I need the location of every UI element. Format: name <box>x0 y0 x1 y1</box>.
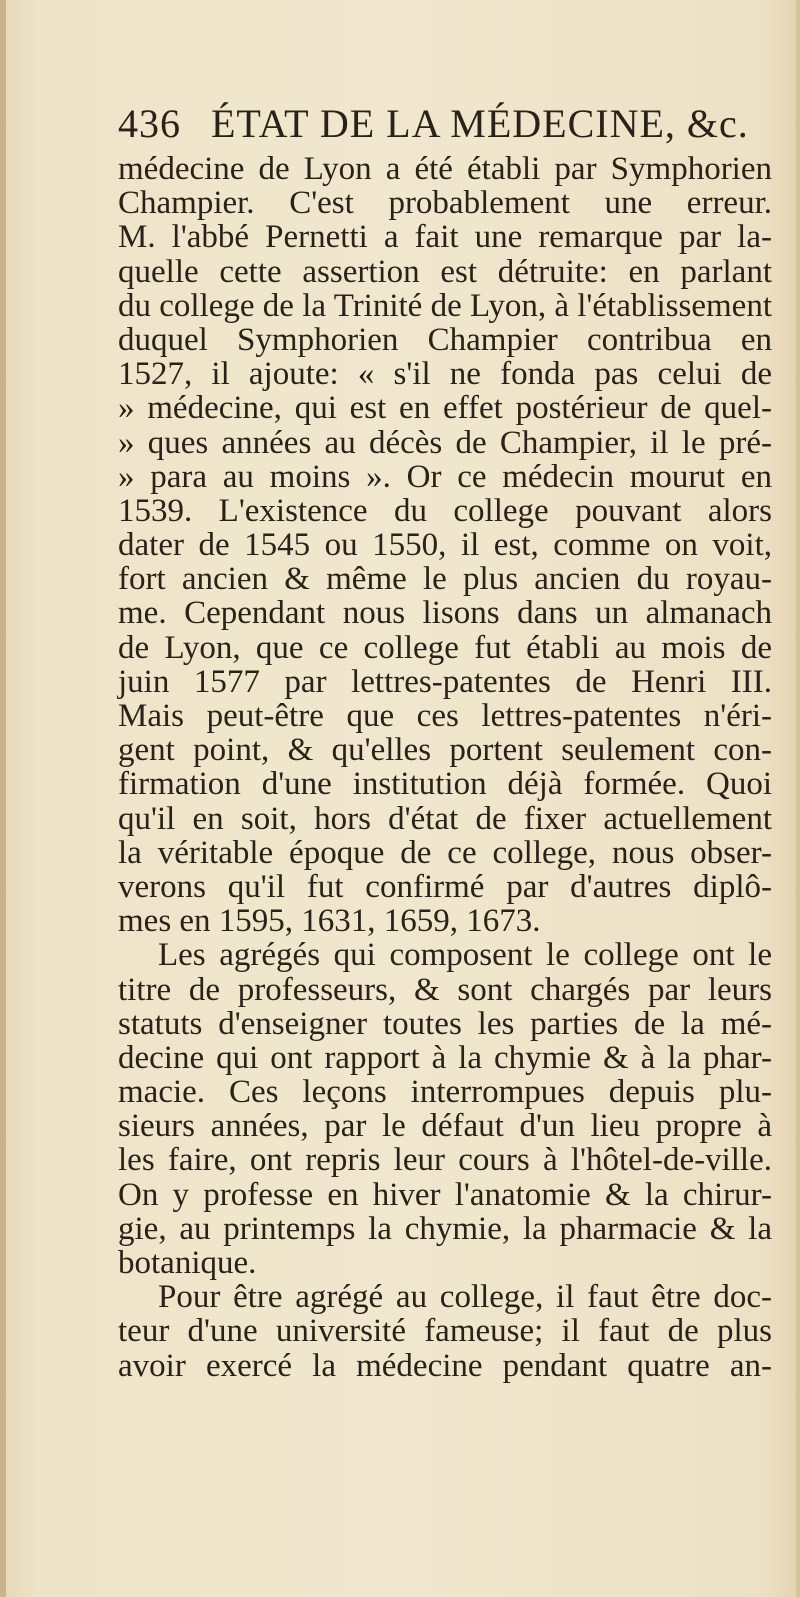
text-line: Pour être agrégé au college, il faut être doc- <box>158 1279 772 1316</box>
text-line: gie, au printemps la chymie, la pharmacie & la <box>118 1210 772 1247</box>
text-line: la véritable époque de ce college, nous obser- <box>118 834 772 871</box>
text-line: verons qu'il fut confirmé par d'autres diplô- <box>118 868 772 905</box>
text-line: avoir exercé la médecine pendant quatre an- <box>118 1347 772 1384</box>
text-line: les faire, ont repris leur cours à l'hôtel-de-ville. <box>118 1142 772 1179</box>
running-header <box>118 100 768 147</box>
page-outer-edge <box>796 0 800 1597</box>
page-binding-edge <box>0 0 6 1597</box>
text-line: statuts d'enseigner toutes les parties de la mé- <box>118 1005 772 1042</box>
text-line: fort ancien & même le plus ancien du royau- <box>118 561 772 598</box>
text-line: Les agrégés qui composent le college ont le <box>158 937 772 974</box>
text-line: 1539. L'existence du college pouvant alors <box>118 492 772 529</box>
text-line: Champier. C'est probablement une erreur. <box>118 185 772 222</box>
page-number: 436 <box>118 101 181 146</box>
text-line: » médecine, qui est en effet postérieur de quel- <box>118 390 772 427</box>
text-line: dater de 1545 ou 1550, il est, comme on voit, <box>118 527 772 564</box>
running-title: ÉTAT DE LA MÉDECINE, &c. <box>211 101 749 146</box>
text-line: titre de professeurs, & sont chargés par leurs <box>118 971 772 1008</box>
text-line: botanique. <box>118 1245 257 1281</box>
text-line: mes en 1595, 1631, 1659, 1673. <box>118 903 541 940</box>
text-line: me. Cependant nous lisons dans un almanach <box>118 595 772 632</box>
text-line: Mais peut-être que ces lettres-patentes n'éri- <box>118 698 772 734</box>
text-line: firmation d'une institution déjà formée. Quoi <box>118 766 772 803</box>
text-line: juin 1577 par lettres-patentes de Henri III. <box>118 663 772 700</box>
text-line: On y professe en hiver l'anatomie & la chirur- <box>118 1176 772 1213</box>
text-line: qu'il en soit, hors d'état de fixer actuellement <box>118 800 772 837</box>
text-line: gent point, & qu'elles portent seulement con- <box>118 732 772 769</box>
text-line: de Lyon, que ce college fut établi au mois de <box>118 629 772 666</box>
text-line: duquel Symphorien Champier contribua en <box>118 321 772 358</box>
body-text <box>118 152 772 1383</box>
text-line: » para au moins ». Or ce médecin mourut en <box>118 458 772 495</box>
text-line: teur d'une université fameuse; il faut de plus <box>118 1313 772 1350</box>
text-line: du college de la Trinité de Lyon, à l'établissement <box>118 287 772 324</box>
text-line: médecine de Lyon a été établi par Symphorien <box>118 151 772 187</box>
text-line: sieurs années, par le défaut d'un lieu propre à <box>118 1108 772 1145</box>
text-line: decine qui ont rapport à la chymie & à la phar- <box>118 1039 772 1076</box>
text-line: quelle cette assertion est détruite: en parlant <box>118 253 772 290</box>
text-line: M. l'abbé Pernetti a fait une remarque par la- <box>118 219 772 256</box>
text-line: 1527, il ajoute: « s'il ne fonda pas celui de <box>118 356 772 393</box>
text-line: macie. Ces leçons interrompues depuis plu- <box>118 1074 772 1111</box>
text-line: » ques années au décès de Champier, il le pré- <box>118 424 772 461</box>
